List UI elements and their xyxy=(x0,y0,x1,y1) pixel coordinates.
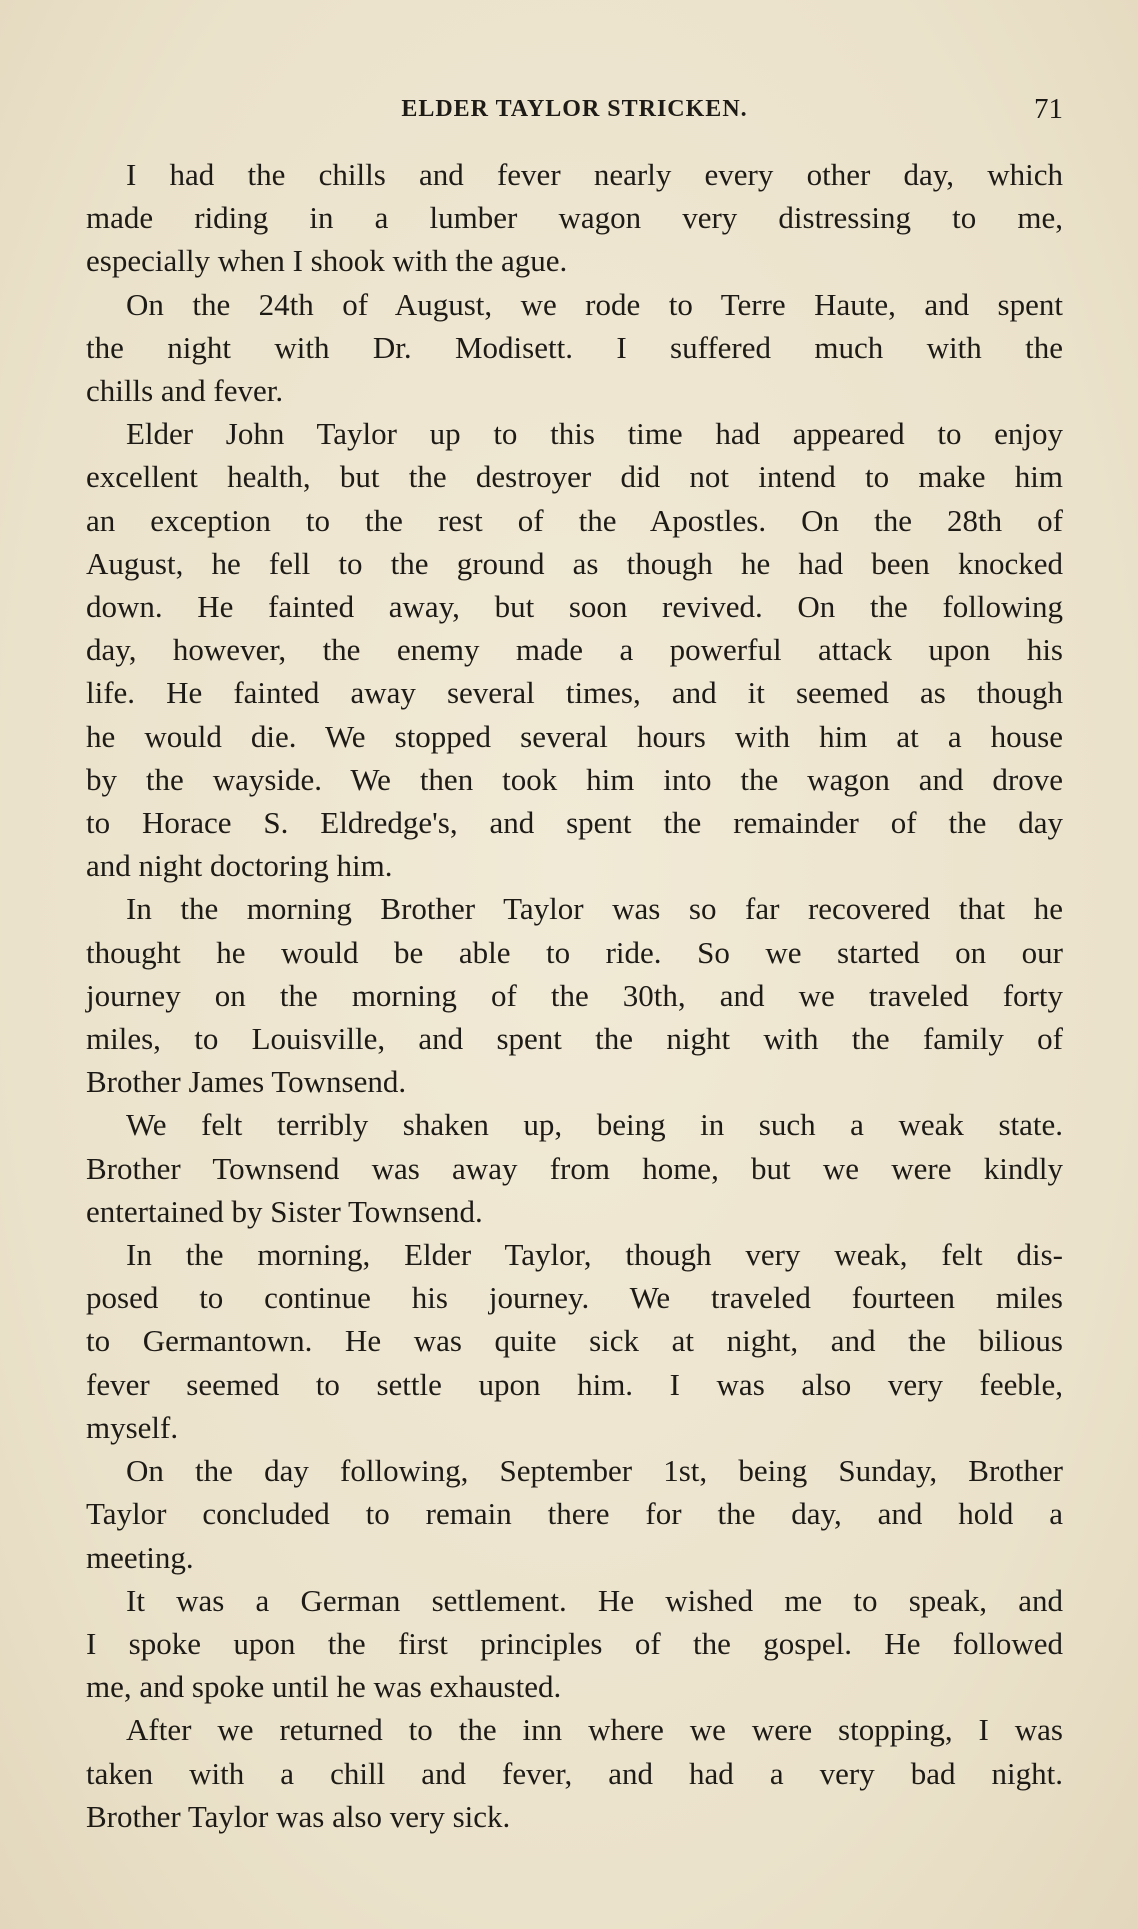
text-line: I spoke upon the first principles of the gospel. He followed xyxy=(86,1625,1063,1661)
text-line: I had the chills and fever nearly every other day, which xyxy=(126,157,1063,192)
text-line: Brother Townsend was away from home, but we were kindly xyxy=(86,1150,1063,1186)
text-line: and night doctoring him. xyxy=(86,848,393,884)
text-line: taken with a chill and fever, and had a very bad night. xyxy=(86,1755,1063,1791)
text-line: We felt terribly shaken up, being in such a weak state. xyxy=(126,1107,1063,1143)
text-line: On the 24th of August, we rode to Terre Haute, and spent xyxy=(126,286,1063,322)
page-header xyxy=(86,93,1063,136)
page-number: 71 xyxy=(1034,93,1063,125)
text-line: by the wayside. We then took him into the wagon and drove xyxy=(86,761,1063,797)
paragraph xyxy=(86,887,1063,1103)
text-line: chills and fever. xyxy=(86,373,284,409)
text-line: miles, to Louisville, and spent the night with the family of xyxy=(86,1021,1063,1057)
text-line: August, he fell to the ground as though he had been knocked xyxy=(86,545,1063,581)
text-line: to Germantown. He was quite sick at night, and the bilious xyxy=(86,1323,1063,1359)
text-line: life. He fainted away several times, and it seemed as though xyxy=(86,675,1063,711)
text-line: In the morning Brother Taylor was so far recovered that he xyxy=(126,891,1063,927)
text-line: made riding in a lumber wagon very distressing to me, xyxy=(86,200,1063,236)
text-line: fever seemed to settle upon him. I was also very feeble, xyxy=(86,1366,1063,1402)
text-line: excellent health, but the destroyer did not intend to make him xyxy=(86,459,1063,495)
text-line: day, however, the enemy made a powerful attack upon his xyxy=(86,632,1063,668)
text-line: After we returned to the inn where we were stopping, I was xyxy=(126,1712,1063,1748)
text-line: In the morning, Elder Taylor, though very weak, felt dis- xyxy=(126,1237,1063,1273)
text-line: Brother James Townsend. xyxy=(86,1064,407,1100)
text-line: to Horace S. Eldredge's, and spent the remainder of the day xyxy=(86,805,1063,841)
text-line: down. He fainted away, but soon revived. On the following xyxy=(86,589,1063,625)
text-line: meeting. xyxy=(86,1539,194,1575)
paragraph xyxy=(86,153,1063,283)
paragraph xyxy=(86,1103,1063,1233)
text-line: he would die. We stopped several hours with him at a house xyxy=(86,718,1063,754)
paragraph xyxy=(86,412,1063,887)
text-line: Elder John Taylor up to this time had appeared to enjoy xyxy=(126,416,1063,452)
paragraph xyxy=(86,1579,1063,1709)
text-line: an exception to the rest of the Apostles. On the 28th of xyxy=(86,502,1063,538)
running-head: ELDER TAYLOR STRICKEN. xyxy=(401,96,748,122)
text-line: myself. xyxy=(86,1409,179,1445)
text-line: thought he would be able to ride. So we started on our xyxy=(86,934,1063,970)
text-line: me, and spoke until he was exhausted. xyxy=(86,1669,562,1705)
text-line: especially when I shook with the ague. xyxy=(86,243,568,279)
text-line: entertained by Sister Townsend. xyxy=(86,1193,483,1229)
paragraph xyxy=(86,1233,1063,1449)
text-line: journey on the morning of the 30th, and we traveled forty xyxy=(86,977,1063,1013)
paragraph xyxy=(86,1708,1063,1838)
text-line: posed to continue his journey. We traveled fourteen miles xyxy=(86,1280,1063,1316)
text-line: On the day following, September 1st, being Sunday, Brother xyxy=(126,1453,1063,1489)
text-line: Taylor concluded to remain there for the day, and hold a xyxy=(86,1496,1063,1532)
body-text xyxy=(86,153,1063,1838)
text-line: the night with Dr. Modisett. I suffered much with the xyxy=(86,329,1063,365)
paragraph xyxy=(86,283,1063,413)
paragraph xyxy=(86,1449,1063,1579)
text-line: It was a German settlement. He wished me to speak, and xyxy=(126,1582,1063,1618)
text-line: Brother Taylor was also very sick. xyxy=(86,1798,511,1834)
